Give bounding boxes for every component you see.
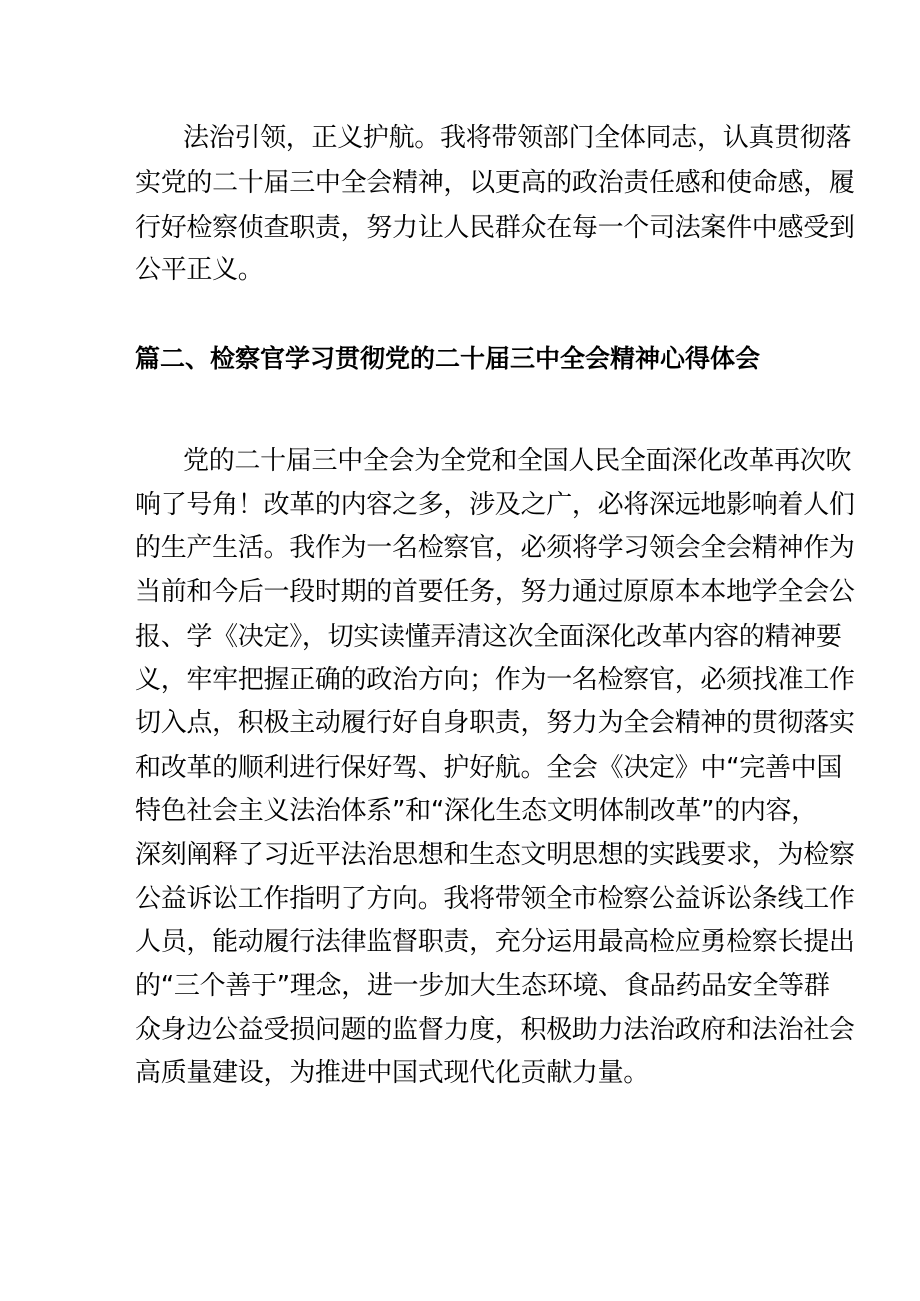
paragraph-line: 人员，能动履行法律监督职责，充分运用最高检应勇检察长提出 <box>135 927 855 957</box>
paragraph-line: 行好检察侦查职责，努力让人民群众在每一个司法案件中感受到 <box>135 213 855 243</box>
paragraph-line: 的“三个善于”理念，进一步加大生态环境、食品药品安全等群 <box>135 971 830 1001</box>
paragraph-line: 和改革的顺利进行保好驾、护好航。全会《决定》中“完善中国 <box>135 753 843 783</box>
paragraph-line: 特色社会主义法治体系”和“深化生态文明体制改革”的内容， <box>135 796 818 826</box>
paragraph-line: 的生产生活。我作为一名检察官，必须将学习领会全会精神作为 <box>135 533 855 563</box>
paragraph-line: 众身边公益受损问题的监督力度，积极助力法治政府和法治社会 <box>135 1015 855 1045</box>
section-heading: 篇二、检察官学习贯彻党的二十届三中全会精神心得体会 <box>135 344 761 373</box>
paragraph-line: 深刻阐释了习近平法治思想和生态文明思想的实践要求，为检察 <box>135 840 855 870</box>
paragraph-line: 公平正义。 <box>135 255 264 285</box>
paragraph-line: 切入点，积极主动履行好自身职责，努力为全会精神的贯彻落实 <box>135 708 855 738</box>
paragraph-line: 当前和今后一段时期的首要任务，努力通过原原本本地学全会公 <box>135 577 855 607</box>
paragraph-line: 报、学《决定》，切实读懂弄清这次全面深化改革内容的精神要 <box>135 622 842 652</box>
paragraph-line: 响了号角！改革的内容之多，涉及之广，必将深远地影响着人们 <box>135 490 855 520</box>
paragraph-line: 党的二十届三中全会为全党和全国人民全面深化改革再次吹 <box>183 446 852 476</box>
paragraph-line: 公益诉讼工作指明了方向。我将带领全市检察公益诉讼条线工作 <box>135 884 855 914</box>
paragraph-line: 法治引领，正义护航。我将带领部门全体同志，认真贯彻落 <box>183 123 852 153</box>
paragraph-line: 义，牢牢把握正确的政治方向；作为一名检察官，必须找准工作 <box>135 665 855 695</box>
paragraph-line: 高质量建设，为推进中国式现代化贡献力量。 <box>135 1058 650 1088</box>
paragraph-line: 实党的二十届三中全会精神，以更高的政治责任感和使命感，履 <box>135 168 855 198</box>
